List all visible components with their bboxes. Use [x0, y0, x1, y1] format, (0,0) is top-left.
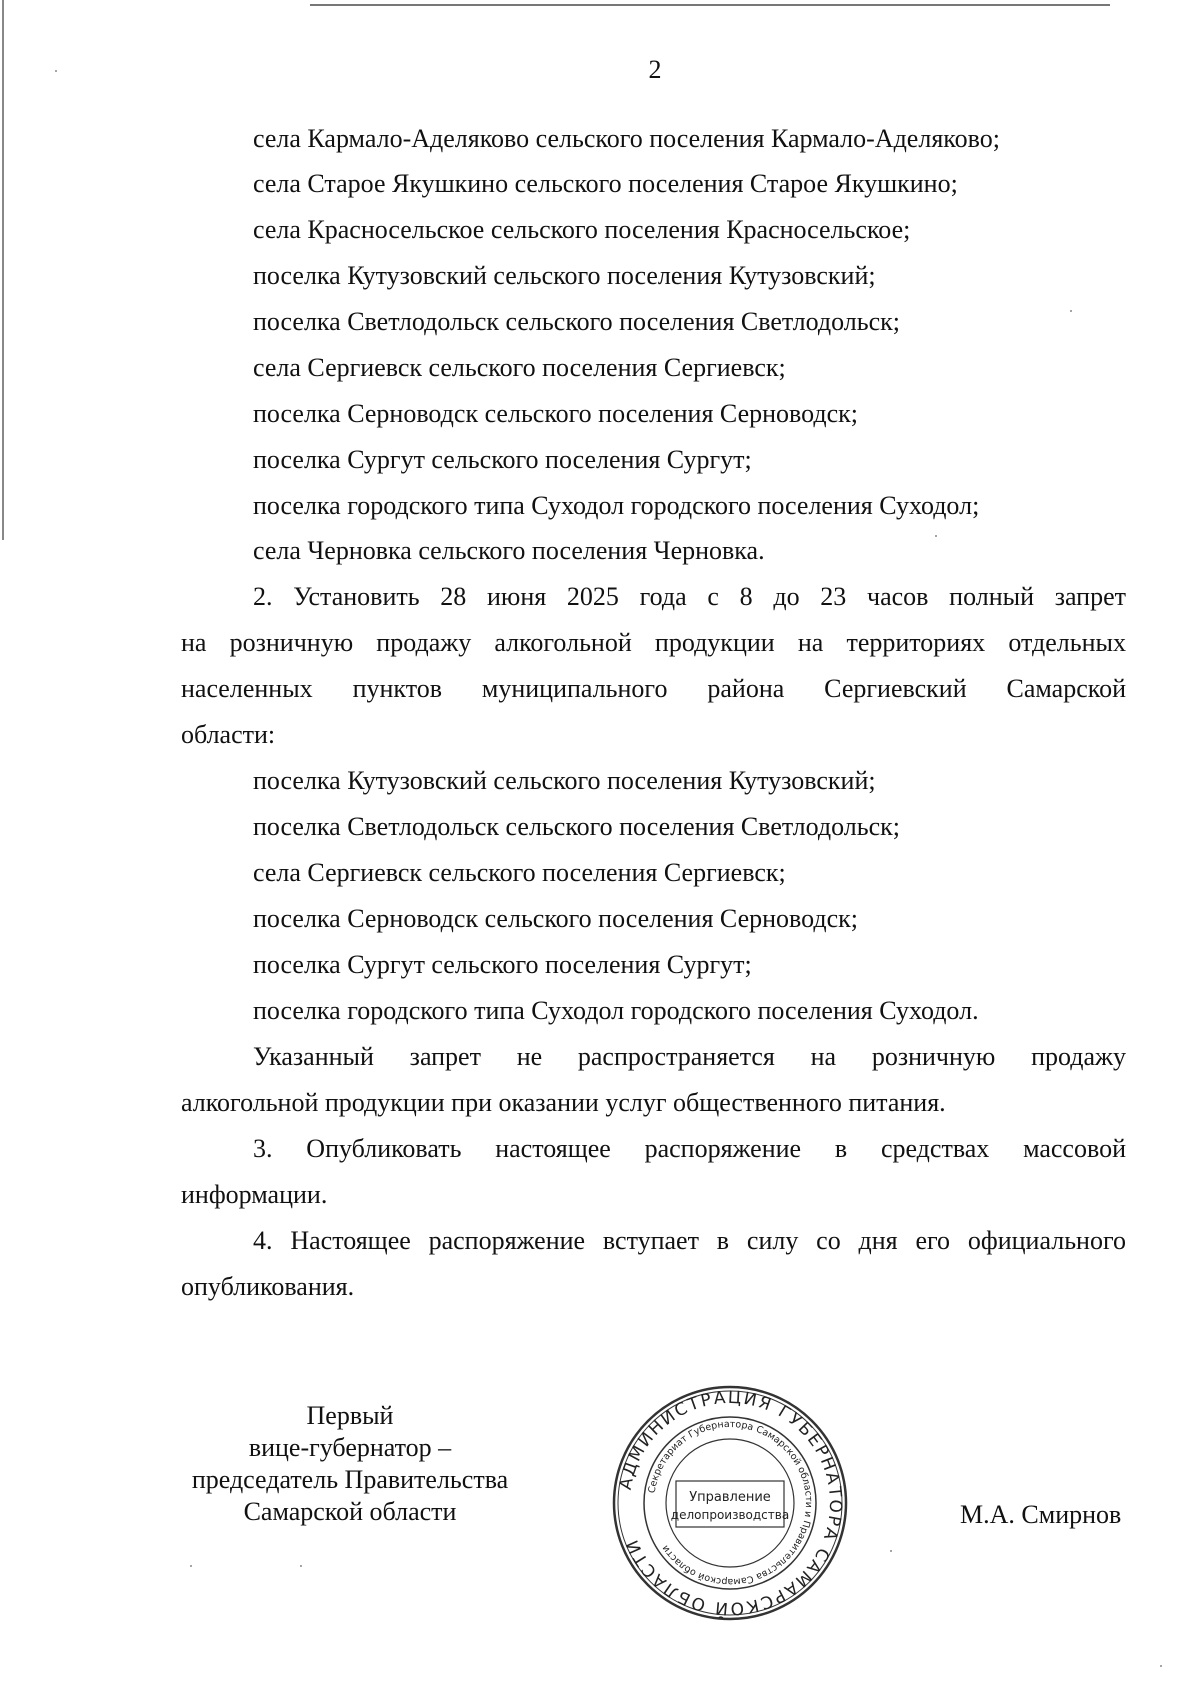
item2-line: 2. Установить 28 июня 2025 года с 8 до 23 часов полный запрет — [253, 582, 1126, 611]
exception-line: Указанный запрет не распространяется на розничную продажу — [253, 1042, 1126, 1071]
settlement-line: поселка городского типа Суходол городского поселения Суходол; — [253, 491, 980, 520]
stamp-inner-text: Секретариат Губернатора Самарской области и Правительства Самарской области — [646, 1418, 815, 1588]
settlement-line: поселка Кутузовский сельского поселения Кутузовский; — [253, 766, 876, 795]
position-line: Первый — [306, 1401, 394, 1430]
scan-speck — [300, 1565, 302, 1567]
stamp-outer-text: АДМИНИСТРАЦИЯ ГУБЕРНАТОРА САМАРСКОЙ ОБЛАСТИ — [615, 1387, 846, 1619]
position-line: Самарской области — [243, 1497, 457, 1526]
scan-speck — [55, 70, 57, 72]
settlement-line: села Сергиевск сельского поселения Сергиевск; — [253, 353, 786, 382]
scan-speck — [1160, 1665, 1162, 1667]
top-border-line — [310, 4, 1110, 6]
item2-line: области: — [181, 720, 276, 749]
settlement-line: поселка Серноводск сельского поселения Серноводск; — [253, 904, 859, 933]
item2-line: на розничную продажу алкогольной продукции на территориях отдельных — [181, 628, 1126, 657]
settlement-line: поселка Сургут сельского поселения Сургут; — [253, 445, 752, 474]
item2-line: населенных пунктов муниципального района Сергиевский Самарской — [181, 674, 1126, 703]
settlement-line: села Кармало-Аделяково сельского поселения Кармало-Аделяково; — [253, 124, 1000, 153]
scan-speck — [190, 1565, 192, 1567]
settlement-line: поселка Серноводск сельского поселения Серноводск; — [253, 399, 859, 428]
page-number: 2 — [648, 55, 662, 84]
stamp-center-line: делопроизводства — [670, 1508, 790, 1522]
position-line: вице-губернатор – — [248, 1433, 452, 1462]
settlement-line: поселка городского типа Суходол городского поселения Суходол. — [253, 996, 979, 1025]
signer-name: М.А. Смирнов — [960, 1500, 1122, 1529]
item4-line: опубликования. — [181, 1272, 355, 1301]
settlement-line: села Черновка сельского поселения Черновка. — [253, 536, 765, 565]
settlement-line: поселка Сургут сельского поселения Сургут; — [253, 950, 752, 979]
settlement-line: села Сергиевск сельского поселения Сергиевск; — [253, 858, 786, 887]
signatory-position — [170, 1400, 530, 1528]
settlement-line: поселка Светлодольск сельского поселения Светлодольск; — [253, 307, 900, 336]
settlement-line: поселка Светлодольск сельского поселения Светлодольск; — [253, 812, 900, 841]
item3-line: информации. — [181, 1180, 328, 1209]
settlement-line: села Красносельское сельского поселения Красносельское; — [253, 215, 911, 244]
settlement-line: поселка Кутузовский сельского поселения Кутузовский; — [253, 261, 876, 290]
position-line: председатель Правительства — [191, 1465, 509, 1494]
official-stamp — [610, 1383, 850, 1623]
stamp-center-line: Управление — [689, 1490, 771, 1505]
item3-line: 3. Опубликовать настоящее распоряжение в средствах массовой — [253, 1134, 1126, 1163]
scan-speck — [890, 1550, 892, 1552]
settlement-line: села Старое Якушкино сельского поселения Старое Якушкино; — [253, 169, 958, 198]
scan-speck — [935, 535, 937, 537]
scan-speck — [1070, 310, 1072, 312]
exception-line: алкогольной продукции при оказании услуг общественного питания. — [181, 1088, 946, 1117]
item4-line: 4. Настоящее распоряжение вступает в силу со дня его официального — [253, 1226, 1126, 1255]
